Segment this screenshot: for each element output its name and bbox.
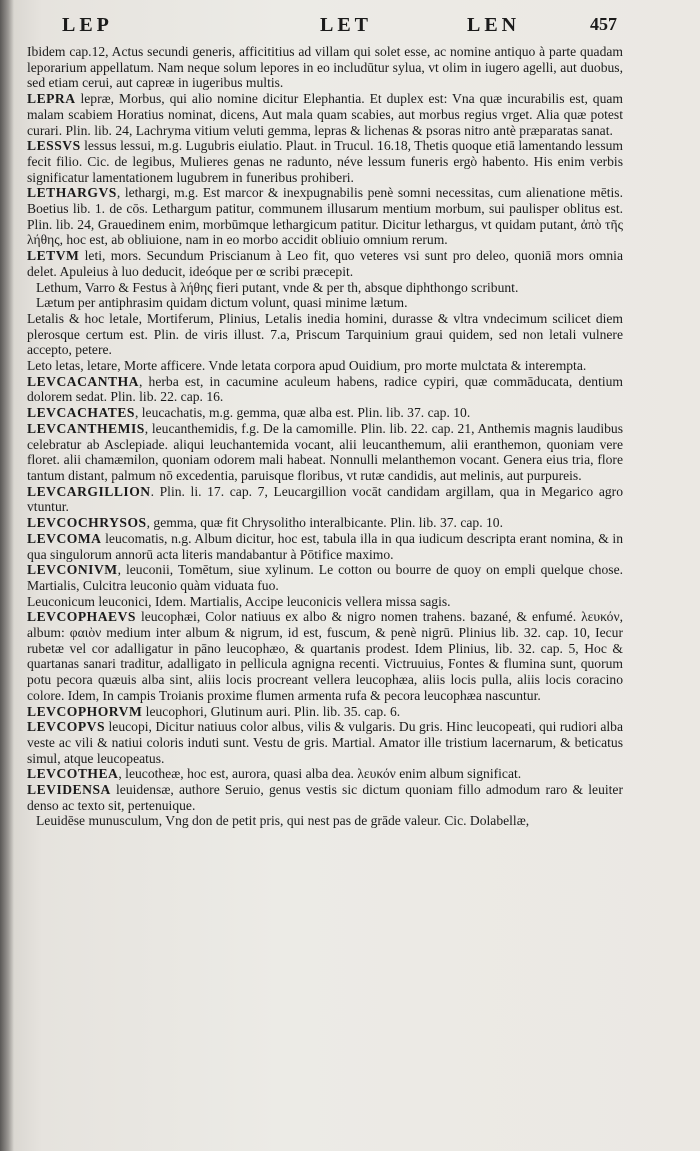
entry-text: Letalis & hoc letale, Mortiferum, Plinius, Letalis inedia homini, durasse & vltra vndecimum scilicet diem plerosque certum est. Plin. de viris illust. 7.a, Priscum Tarquinium graui quidem, sed non letali vulnere accepto, petere. (27, 310, 623, 358)
entry-headword: LEVCACANTHA (27, 373, 139, 389)
dictionary-entry (27, 515, 623, 531)
dictionary-entry (27, 405, 623, 421)
entry-text: leucophæi, Color natiuus ex albo & nigro nomen trahens. bazané, & enfumé. λευκόν, album: φαιὸν medium inter album & nigrum, id est, fuscum, & penè nigrū. Plinius lib. 32. cap. 10, Iecur rubetæ vel cor adalligatur in pāno leucophæo, & quartanis prodest. Idem Plinius, lib. 32. cap. 5, Hoc & quartanas sanari traditur, adalligato in pellicula agnigna recenti. Victruuius, Fontes & flumina sunt, quorum potu pecora quæuis alba sint, aliis locis procreant vellera leucophæa, aliis locis pulla, aliis locis coracino colore. Idem, In campis Troianis proxime flumen armenta rufa & pecora leucophæa nascuntur. (27, 609, 623, 703)
entry-text: . Plin. li. 17. cap. 7, Leucargillion vocāt candidam argillam, qua in Megarico agro vtuntur. (27, 483, 623, 515)
entry-headword: LEVCOMA (27, 530, 102, 546)
entry-text: Leuconicum leuconici, Idem. Martialis, Accipe leuconicis vellera missa sagis. (27, 593, 451, 609)
entry-text: , lethargi, m.g. Est marcor & inexpugnabilis penè somni necessitas, cum alienatione mētis. Boetius lib. 1. de cōs. Lethargum patitur, communem illusarum mentium morbum, sui paulisper oblitus est. Plin. lib. 24, Grauedinem enim, morbūmque lethargicum patitur. Dicitur lethargus, vt quidam putant, ἀπὸ τῆς λήθης, hoc est, ab obliuione, nam in eo morbo accidit obliuio omnium rerum. (27, 185, 623, 248)
entry-text: Lætum per antiphrasim quidam dictum volunt, quasi minime lætum. (36, 295, 408, 311)
entry-text: , herba est, in cacumine aculeum habens, radice cypiri, quæ commāducata, dentium dolorem sedat. Plin. lib. 22. cap. 16. (27, 373, 623, 405)
entry-headword: LEVCONIVM (27, 562, 118, 578)
dictionary-entry (27, 44, 623, 91)
entry-text: leti, mors. Secundum Priscianum à Leo fit, quo veteres vsi sunt pro deleo, quoniā mors omnia delet. Apuleius à luo deducit, ideóque per œ scribi præcepit. (27, 248, 623, 279)
dictionary-entry (27, 562, 623, 593)
dictionary-entry (27, 594, 623, 610)
dictionary-entry (27, 138, 623, 185)
entry-headword: LEVIDENSA (27, 782, 111, 798)
entry-headword: LETVM (27, 248, 80, 264)
page-number: 457 (590, 14, 617, 34)
header-right-word: LEN (467, 14, 521, 36)
dictionary-entries (27, 44, 623, 829)
entry-text: Ibidem cap.12, Actus secundi generis, afficititius ad villam qui solet esse, ac nomine antiquo à parte quadam leporarium appellatum. Nam neque solum lepores in eo includūtur sylua, vt olim in iugero agelli, aut duobus, sed etiam cerui, aut capreæ in iugeribus multis. (27, 44, 623, 91)
dictionary-entry (27, 531, 623, 562)
entry-headword: LETHARGVS (27, 185, 117, 201)
entry-headword: LESSVS (27, 138, 81, 154)
entry-text: leucophori, Glutinum auri. Plin. lib. 35. cap. 6. (142, 703, 401, 719)
entry-headword: LEVCOPHORVM (27, 703, 143, 719)
dictionary-entry (27, 782, 623, 813)
entry-text: leucomatis, n.g. Album dicitur, hoc est, tabula illa in qua iudicum descripta erant nomina, & in qua singulorum annorū acta literis mandabantur à Pōtifice maximo. (27, 530, 623, 562)
entry-headword: LEVCACHATES (27, 405, 135, 421)
page-gutter-shadow (0, 0, 14, 1151)
dictionary-entry (27, 280, 623, 296)
entry-text: lessus lessui, m.g. Lugubris eiulatio. Plaut. in Trucul. 16.18, Thetis quoque etiā lamentando lessum fecit filio. Cic. de legibus, Mulieres genas ne radunto, néve lessum funeris ergò habento. His enim verbis significatur lamentationem lugubrem in funeribus prohiberi. (27, 138, 623, 185)
entry-text: Leto letas, letare, Morte afficere. Vnde letata corpora apud Ouidium, pro morte mulctata & interempta. (27, 358, 587, 374)
dictionary-entry (27, 719, 623, 766)
dictionary-entry (27, 91, 623, 138)
entry-headword: LEVCANTHEMIS (27, 420, 145, 436)
entry-headword: LEVCARGILLION (27, 483, 151, 499)
entry-text: , leuconii, Tomētum, siue xylinum. Le cotton ou bourre de quoy on empli quelque chose. Martialis, Culcitra leuconio quàm viduata fuo. (27, 562, 623, 593)
dictionary-entry (27, 311, 623, 358)
dictionary-entry (27, 358, 623, 374)
dictionary-entry (27, 813, 623, 829)
running-header (62, 14, 622, 40)
entry-headword: LEVCOPVS (27, 719, 106, 735)
dictionary-entry (27, 295, 623, 311)
entry-headword: LEPRA (27, 91, 76, 107)
entry-headword: LEVCOTHEA (27, 766, 119, 782)
entry-text: , leucotheæ, hoc est, aurora, quasi alba dea. λευκόν enim album significat. (118, 766, 522, 782)
dictionary-entry (27, 484, 623, 515)
dictionary-entry (27, 704, 623, 720)
entry-text: Leuidēse munusculum, Vng don de petit pris, qui nest pas de grāde valeur. Cic. Dolabellæ, (36, 813, 530, 829)
entry-text: lepræ, Morbus, qui alio nomine dicitur Elephantia. Et duplex est: Vna quæ incurabilis est, quam malam scabiem Horatius nominat, dicens, Aut mala quam scabies, aut morbus regius vrget. Alia quæ potest curari. Plin. lib. 24, Lachryma vitium veluti gemma, lepras & lichenas & psoras nitro antè præparatas sanat. (27, 91, 623, 138)
entry-text: leucopi, Dicitur natiuus color albus, vilis & vulgaris. Du gris. Hinc leucopeati, qui rudiori alba veste ac vili & natiui coloris induti sunt. Vestu de gris. Martial. Amator ille tristium lacernarum, & beticatus simul, atque leucopeatus. (27, 719, 623, 766)
entry-text: , leucanthemidis, f.g. De la camomille. Plin. lib. 22. cap. 21, Anthemis magnis laudibus celebratur ab Asclepiade. aliqui leuchantemida vocant, alii leucanthemum, alii eranthemon, quoniam vere floret. alii chamæmilon, quoniam odorem mali habeat. Nonnulli melanthemon vocant. Genera eius tria, flore tantum distant, palmum nō excedentia, paruisque floribus, vt rutæ candidis, aut melinis, aut purpureis. (27, 420, 623, 483)
entry-text: , leucachatis, m.g. gemma, quæ alba est. Plin. lib. 37. cap. 10. (134, 405, 471, 421)
dictionary-entry (27, 609, 623, 703)
entry-headword: LEVCOPHAEVS (27, 609, 136, 625)
dictionary-entry (27, 766, 623, 782)
entry-text: , gemma, quæ fit Chrysolitho interalbicante. Plin. lib. 37. cap. 10. (146, 515, 503, 531)
entry-text: leuidensæ, authore Seruio, genus vestis sic dictum quoniam fillo admodum raro & leuiter denso ac texto sit, pertenuique. (27, 782, 623, 813)
entry-text: Lethum, Varro & Festus à λήθης fieri putant, vnde & per th, absque diphthongo scribunt. (36, 279, 519, 295)
header-left-word: LEP (62, 14, 113, 36)
dictionary-entry (27, 185, 623, 248)
dictionary-entry (27, 374, 623, 405)
entry-headword: LEVCOCHRYSOS (27, 515, 147, 531)
header-center-word: LET (320, 14, 373, 36)
dictionary-entry (27, 248, 623, 279)
dictionary-entry (27, 421, 623, 484)
